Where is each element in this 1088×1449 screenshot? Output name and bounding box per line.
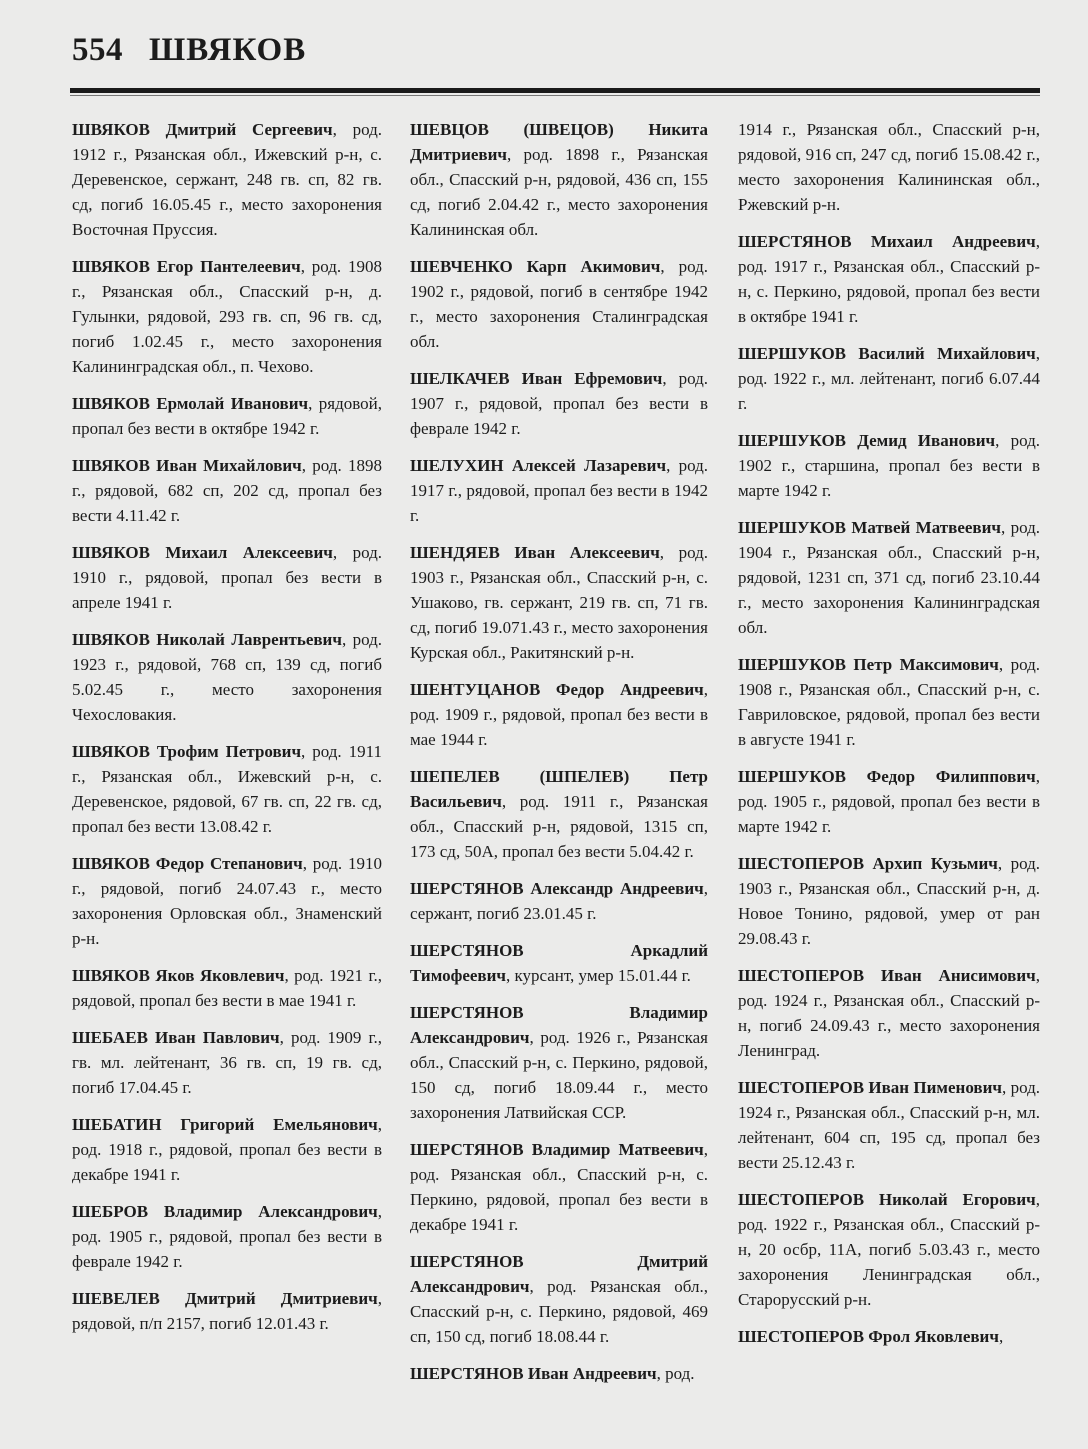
entry-details: , род. 1907 г., рядовой, пропал без вести в феврале 1942 г. — [410, 369, 708, 438]
entry-details: , курсант, умер 15.01.44 г. — [505, 966, 691, 985]
biography-entry — [738, 117, 1040, 217]
entry-details: , род. 1908 г., Рязанская обл., Спасский р-н, с. Гавриловское, рядовой, пропал без вести в августе 1941 г. — [738, 655, 1040, 749]
biography-entry — [410, 254, 708, 354]
entry-name: ШВЯКОВ Иван Михайлович — [72, 456, 302, 475]
entry-details: , род. 1905 г., рядовой, пропал без вести в феврале 1942 г. — [72, 1202, 382, 1271]
biography-entry — [410, 764, 708, 864]
entry-details: , род. 1911 г., Рязанская обл., Ижевский р-н, с. Деревенское, рядовой, 67 гв. сп, 22 гв. сд, пропал без вести 13.08.42 г. — [72, 742, 383, 836]
entry-details: , род. 1905 г., рядовой, пропал без вести в марте 1942 г. — [738, 767, 1040, 836]
biography-entry — [410, 1000, 708, 1125]
entry-name: ШЕБАЕВ Иван Павлович — [72, 1028, 280, 1047]
entry-details: , род. 1924 г., Рязанская обл., Спасский р-н, погиб 24.09.43 г., место захоронения Ленинград. — [738, 966, 1040, 1060]
biography-entry — [410, 938, 708, 988]
entry-details: , род. 1923 г., рядовой, 768 сп, 139 сд, погиб 5.02.45 г., место захоронения Чехословакия. — [72, 630, 382, 724]
biography-entry — [738, 1187, 1040, 1312]
entry-details: 1914 г., Рязанская обл., Спасский р-н, рядовой, 916 сп, 247 сд, погиб 15.08.42 г., место захоронения Калининская обл., Ржевский р-н. — [738, 120, 1040, 214]
entry-name: ШЕВЧЕНКО Карп Акимович — [410, 257, 661, 276]
column-2 — [410, 117, 708, 1398]
entry-details: , рядовой, п/п 2157, погиб 12.01.43 г. — [72, 1289, 382, 1333]
column-1 — [72, 117, 382, 1348]
entry-name: ШЕРСТЯНОВ Владимир Александрович — [410, 1003, 708, 1047]
biography-entry — [410, 366, 708, 441]
header-rule — [70, 88, 1040, 93]
biography-entry — [410, 1361, 708, 1386]
biography-entry — [738, 764, 1040, 839]
biography-entry — [738, 963, 1040, 1063]
entry-name: ШВЯКОВ Дмитрий Сергеевич — [72, 120, 333, 139]
entry-details: , род. 1911 г., Рязанская обл., Спасский р-н, рядовой, 1315 сп, 173 сд, 50А, пропал без вести 5.04.42 г. — [410, 792, 708, 861]
biography-entry — [410, 1249, 708, 1349]
entry-name: ШЕРСТЯНОВ Владимир Матвеевич — [410, 1140, 704, 1159]
entry-name: ШЕЛУХИН Алексей Лазаревич — [410, 456, 667, 475]
entry-details: , род. Рязанская обл., Спасский р-н, с. Перкино, рядовой, пропал без вести в декабре 1941 г. — [410, 1140, 708, 1234]
entry-details: , род. 1908 г., Рязанская обл., Спасский р-н, д. Гулынки, рядовой, 293 гв. сп, 96 гв. сд, погиб 1.02.45 г., место захоронения Калининградская обл., п. Чехово. — [72, 257, 382, 376]
entry-details: , род. 1902 г., рядовой, погиб в сентябре 1942 г., место захоронения Сталинградская обл. — [410, 257, 708, 351]
biography-entry — [72, 1286, 382, 1336]
entry-name: ШЕСТОПЕРОВ Иван Анисимович — [738, 966, 1036, 985]
biography-entry — [738, 1075, 1040, 1175]
entry-details: , — [998, 1327, 1004, 1346]
entry-details: , род. 1903 г., Рязанская обл., Спасский р-н, с. Ушаково, гв. сержант, 219 гв. сп, 71 гв. сд, погиб 19.071.43 г., место захоронения Курская обл., Ракитянский р-н. — [410, 543, 708, 662]
biography-entry — [72, 1199, 382, 1274]
entry-name: ШЕСТОПЕРОВ Архип Кузьмич — [738, 854, 998, 873]
entry-name: ШВЯКОВ Трофим Петрович — [72, 742, 302, 761]
entry-name: ШВЯКОВ Ермолай Иванович — [72, 394, 309, 413]
entry-details: , рядовой, пропал без вести в октябре 1942 г. — [72, 394, 382, 438]
biography-entry — [410, 540, 708, 665]
entry-details: , род. 1912 г., Рязанская обл., Ижевский р-н, с. Деревенское, сержант, 248 гв. сп, 82 гв. сд, погиб 16.05.45 г., место захоронения Восточная Пруссия. — [72, 120, 382, 239]
entry-details: , род. 1909 г., рядовой, пропал без вести в мае 1944 г. — [410, 680, 708, 749]
biography-entry — [410, 453, 708, 528]
entry-name: ШЕРСТЯНОВ Александр Андреевич — [410, 879, 704, 898]
biography-entry — [738, 428, 1040, 503]
biography-entry — [738, 341, 1040, 416]
entry-details: , род. 1926 г., Рязанская обл., Спасский р-н, с. Перкино, рядовой, 150 сд, погиб 18.09.44 г., место захоронения Латвийская ССР. — [410, 1028, 708, 1122]
entry-details: , род. 1922 г., мл. лейтенант, погиб 6.07.44 г. — [738, 344, 1040, 413]
entry-details: , род. 1918 г., рядовой, пропал без вести в декабре 1941 г. — [72, 1115, 382, 1184]
entry-name: ШВЯКОВ Егор Пантелеевич — [72, 257, 301, 276]
biography-entry — [410, 677, 708, 752]
entry-name: ШЕБАТИН Григорий Емельянович — [72, 1115, 378, 1134]
biography-entry — [72, 117, 382, 242]
biography-entry — [738, 515, 1040, 640]
biography-entry — [72, 540, 382, 615]
entry-name: ШЕВЕЛЕВ Дмитрий Дмитриевич — [72, 1289, 378, 1308]
entry-name: ШЕСТОПЕРОВ Иван Пименович — [738, 1078, 1002, 1097]
biography-entry — [72, 739, 382, 839]
entry-details: , род. — [656, 1364, 695, 1383]
running-title: ШВЯКОВ — [149, 32, 307, 68]
entry-name: ШЕРШУКОВ Василий Михайлович — [738, 344, 1036, 363]
biography-entry — [738, 652, 1040, 752]
entry-details: , сержант, погиб 23.01.45 г. — [410, 879, 708, 923]
entry-name: ШЕРШУКОВ Петр Максимович — [738, 655, 999, 674]
biography-entry — [72, 851, 382, 951]
entry-details: , род. 1903 г., Рязанская обл., Спасский р-н, д. Новое Тонино, рядовой, умер от ран 29.08.43 г. — [738, 854, 1040, 948]
entry-details: , род. Рязанская обл., Спасский р-н, с. Перкино, рядовой, 469 сп, 150 сд, погиб 18.08.44 г. — [410, 1277, 708, 1346]
entry-details: , род. 1898 г., Рязанская обл., Спасский р-н, рядовой, 436 сп, 155 сд, погиб 2.04.42 г., место захоронения Калининская обл. — [410, 145, 708, 239]
biography-entry — [738, 851, 1040, 951]
biography-entry — [410, 1137, 708, 1237]
biography-entry — [72, 627, 382, 727]
entry-details: , род. 1910 г., рядовой, пропал без вести в апреле 1941 г. — [72, 543, 382, 612]
entry-name: ШВЯКОВ Михаил Алексеевич — [72, 543, 333, 562]
entry-details: , род. 1922 г., Рязанская обл., Спасский р-н, 20 осбр, 11А, погиб 5.03.43 г., место захоронения Ленинградская обл., Старорусский р-н. — [738, 1190, 1040, 1309]
biography-entry — [72, 391, 382, 441]
biography-entry — [72, 254, 382, 379]
biography-entry — [410, 117, 708, 242]
biography-entry — [72, 1112, 382, 1187]
entry-details: , род. 1924 г., Рязанская обл., Спасский р-н, мл. лейтенант, 604 сп, 195 сд, пропал без вести 25.12.43 г. — [738, 1078, 1040, 1172]
biography-entry — [72, 453, 382, 528]
entry-name: ШЕПЕЛЕВ (ШПЕЛЕВ) Петр Васильевич — [410, 767, 708, 811]
entry-name: ШЕРШУКОВ Матвей Матвеевич — [738, 518, 1001, 537]
entry-name: ШЕБРОВ Владимир Александрович — [72, 1202, 378, 1221]
biography-entry — [410, 876, 708, 926]
biography-entry — [72, 963, 382, 1013]
entry-name: ШЕНТУЦАНОВ Федор Андреевич — [410, 680, 704, 699]
header-rule-thin — [70, 95, 1040, 96]
entry-name: ШЕРСТЯНОВ Дмитрий Александрович — [410, 1252, 708, 1296]
entry-details: , род. 1902 г., старшина, пропал без вести в марте 1942 г. — [738, 431, 1040, 500]
entry-name: ШЕРСТЯНОВ Аркадлий Тимофеевич — [410, 941, 708, 985]
entry-name: ШЕЛКАЧЕВ Иван Ефремович — [410, 369, 663, 388]
biography-entry — [738, 229, 1040, 329]
entry-name: ШЕРШУКОВ Федор Филиппович — [738, 767, 1036, 786]
entry-name: ШЕРСТЯНОВ Иван Андреевич — [410, 1364, 657, 1383]
entry-name: ШВЯКОВ Яков Яковлевич — [72, 966, 285, 985]
column-3 — [738, 117, 1040, 1361]
entry-details: , род. 1910 г., рядовой, погиб 24.07.43 г., место захоронения Орловская обл., Знаменский р-н. — [72, 854, 382, 948]
page-header — [72, 32, 306, 69]
entry-name: ШЕСТОПЕРОВ Николай Егорович — [738, 1190, 1036, 1209]
entry-name: ШЕНДЯЕВ Иван Алексеевич — [410, 543, 660, 562]
entry-details: , род. 1917 г., рядовой, пропал без вести в 1942 г. — [410, 456, 708, 525]
biography-entry — [72, 1025, 382, 1100]
entry-details: , род. 1904 г., Рязанская обл., Спасский р-н, рядовой, 1231 сп, 371 сд, погиб 23.10.44 г., место захоронения Калининградская обл. — [738, 518, 1040, 637]
entry-name: ШВЯКОВ Николай Лаврентьевич — [72, 630, 342, 649]
entry-name: ШВЯКОВ Федор Степанович — [72, 854, 303, 873]
entry-name: ШЕРШУКОВ Демид Иванович — [738, 431, 996, 450]
entry-name: ШЕРСТЯНОВ Михаил Андреевич — [738, 232, 1036, 251]
entry-details: , род. 1898 г., рядовой, 682 сп, 202 сд, пропал без вести 4.11.42 г. — [72, 456, 382, 525]
biography-entry — [738, 1324, 1040, 1349]
entry-name: ШЕСТОПЕРОВ Фрол Яковлевич — [738, 1327, 999, 1346]
entry-details: , род. 1921 г., рядовой, пропал без вести в мае 1941 г. — [72, 966, 382, 1010]
entry-name: ШЕВЦОВ (ШВЕЦОВ) Никита Дмитриевич — [410, 120, 708, 164]
entry-details: , род. 1909 г., гв. мл. лейтенант, 36 гв. сп, 19 гв. сд, погиб 17.04.45 г. — [72, 1028, 382, 1097]
page-number: 554 — [72, 32, 123, 68]
entry-details: , род. 1917 г., Рязанская обл., Спасский р-н, с. Перкино, рядовой, пропал без вести в октябре 1941 г. — [738, 232, 1040, 326]
